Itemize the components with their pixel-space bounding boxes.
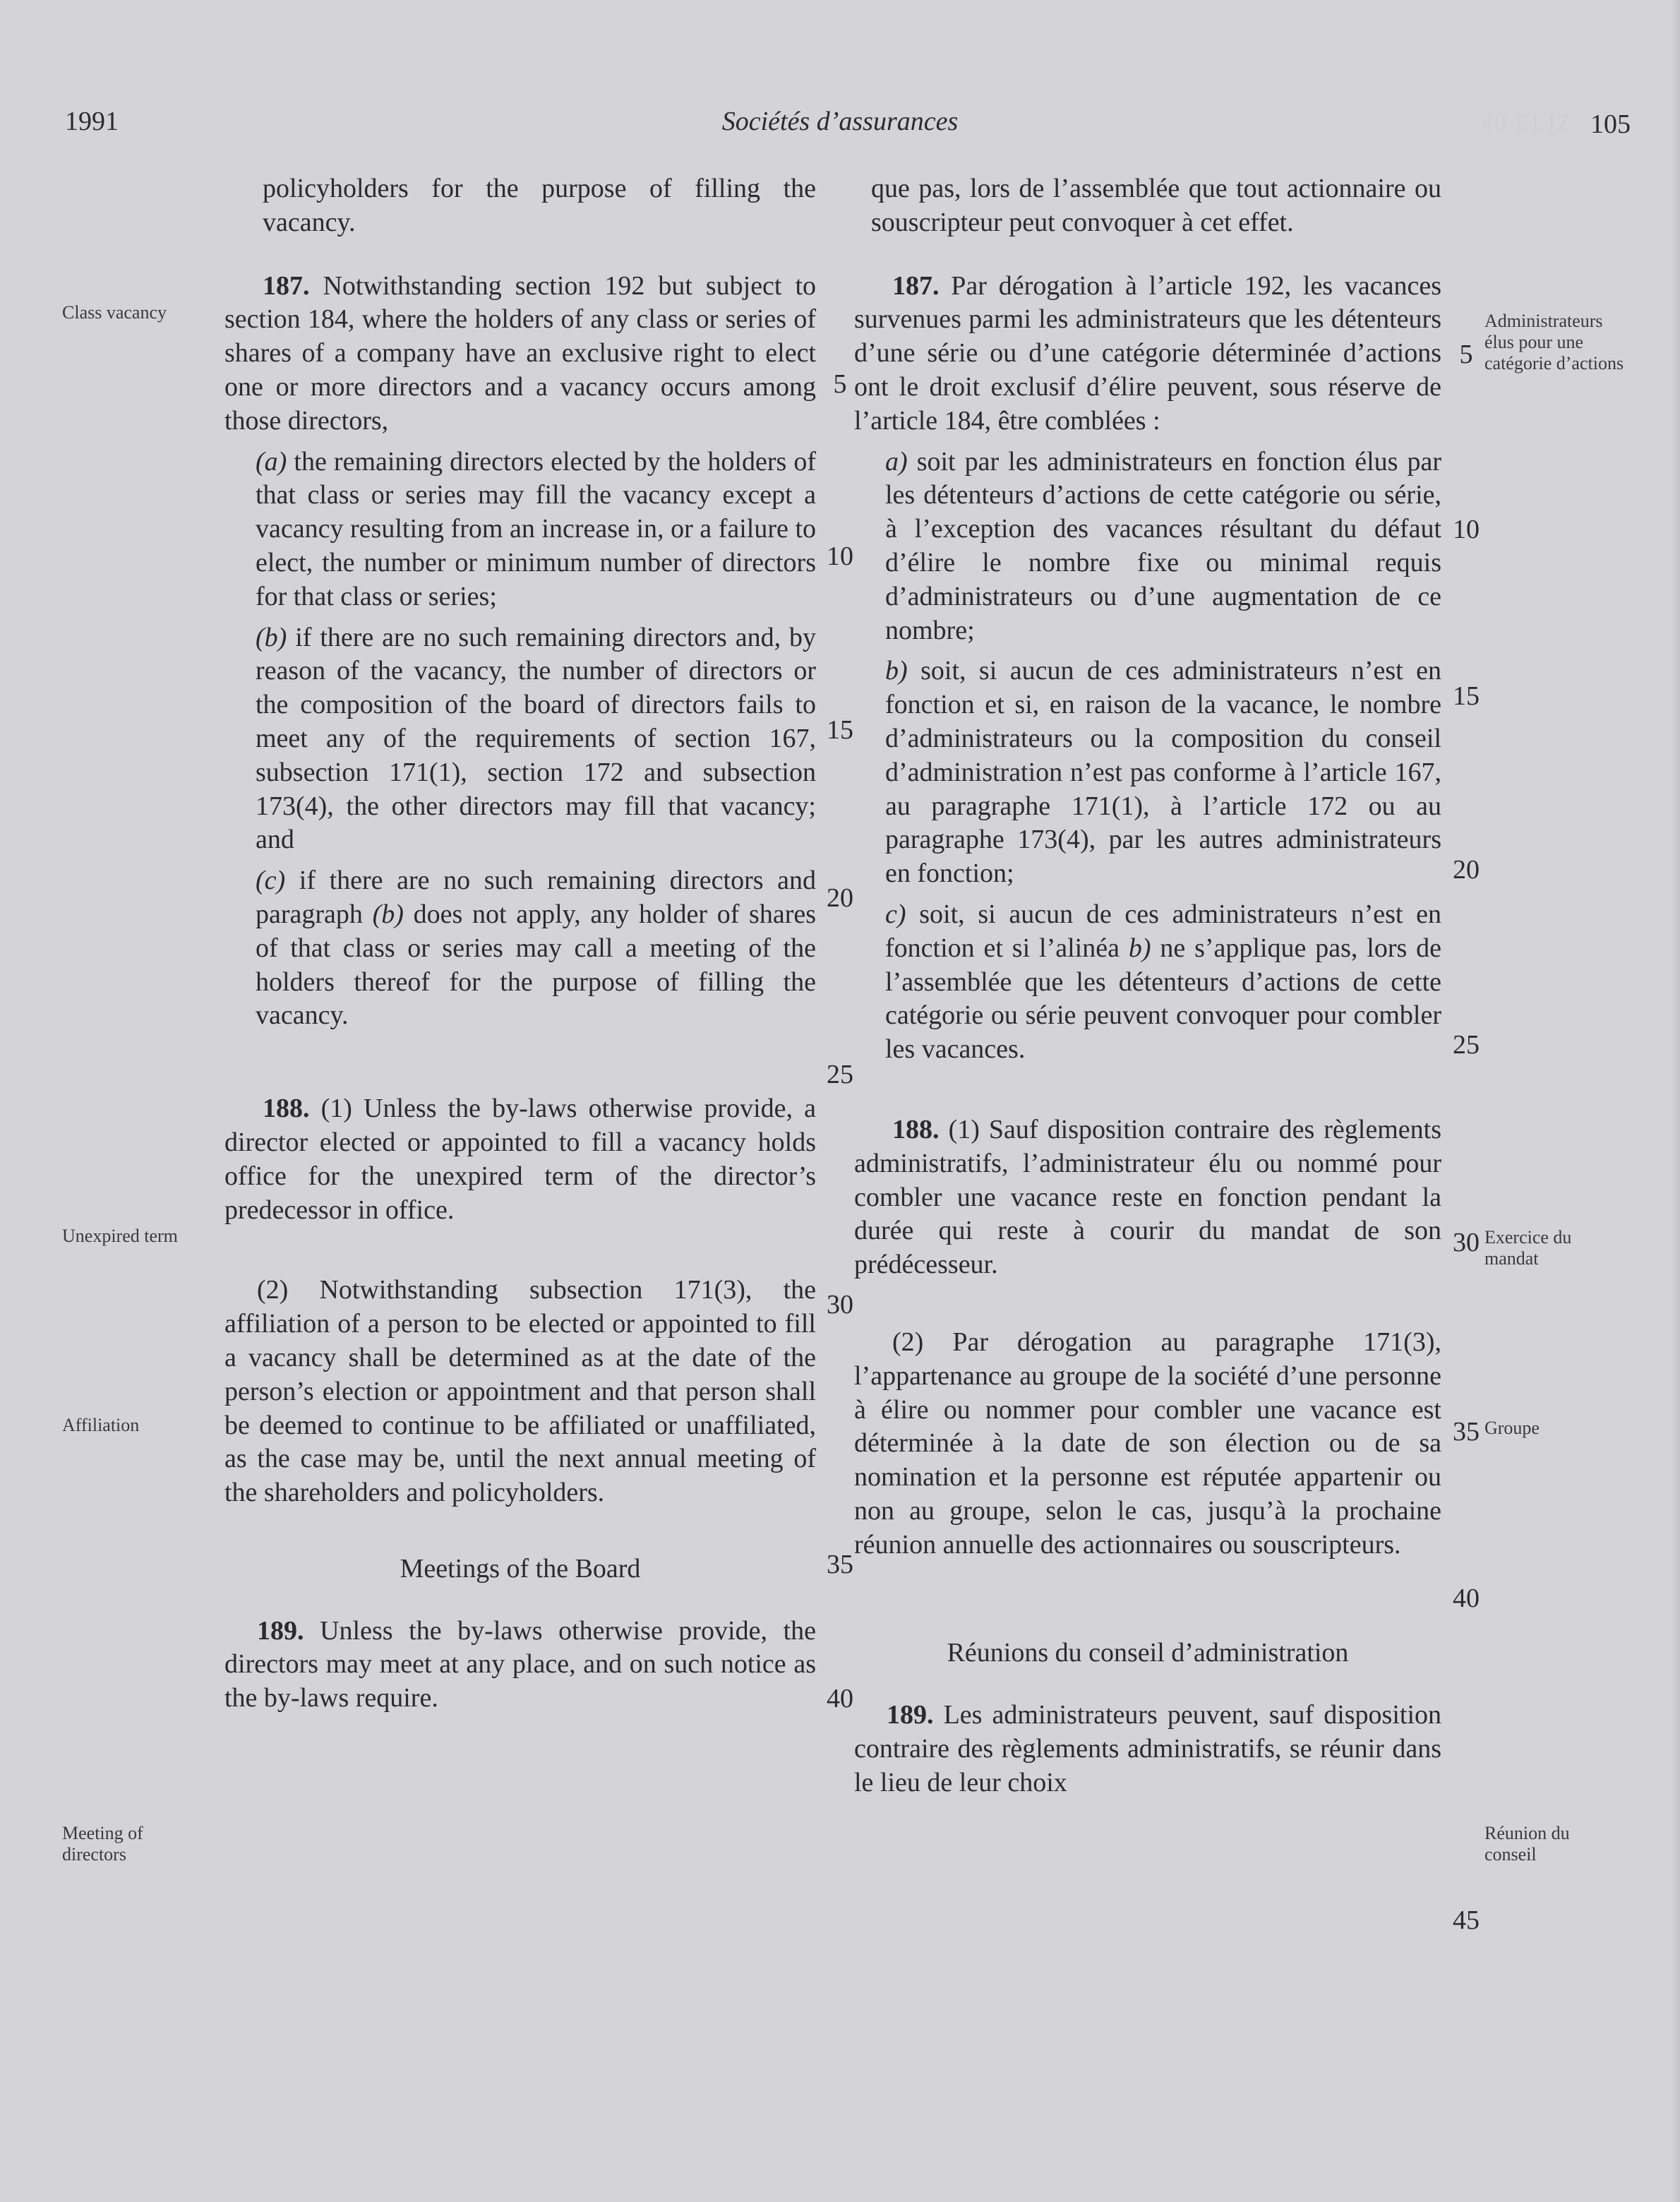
line-number: 5 bbox=[833, 369, 847, 399]
line-number: 30 bbox=[1453, 1228, 1480, 1257]
line-number: 35 bbox=[1453, 1417, 1480, 1447]
margin-note-exercice-du-mandat: Exercice du mandat bbox=[1484, 1227, 1572, 1269]
para-text: if there are no such remaining directors and paragraph bbox=[256, 866, 816, 929]
english-section-188-1 bbox=[224, 1092, 816, 1227]
section-text: Par dérogation à l’article 192, les vacances survenues parmi les administrateurs que les détenteurs d’une série ou d’une catégorie déterminée d’actions ont le droit exclusif d’élire peuvent, sous réserve de l’article 184, être comblées : bbox=[854, 270, 1442, 436]
french-section-188-1 bbox=[854, 1113, 1441, 1282]
para-text: soit par les administrateurs en fonction élus par les détenteurs d’actions de cette catégorie ou série, à l’exception des vacances résultant du défaut d’élire le nombre fixe ou minimal requis d’administrateurs ou d’une augmentation de ce nombre; bbox=[885, 446, 1441, 645]
para-label: c) bbox=[885, 899, 906, 929]
line-number: 45 bbox=[1453, 1905, 1480, 1935]
para-label: b) bbox=[885, 656, 908, 686]
english-section-187 bbox=[224, 270, 816, 438]
section-number: 188. bbox=[892, 1114, 940, 1144]
margin-note-unexpired-term: Unexpired term bbox=[62, 1226, 178, 1246]
english-intro: policyholders for the purpose of filling the vacancy. bbox=[263, 174, 816, 237]
line-number: 10 bbox=[827, 541, 853, 571]
para-text: does not apply, any holder of shares of that class or series may call a meeting of the holders thereof for the purpose of filling the vacancy. bbox=[256, 899, 817, 1031]
section-number: 187. bbox=[892, 270, 940, 301]
section-number: 189. bbox=[257, 1615, 304, 1646]
english-para-b bbox=[224, 621, 816, 858]
para-label: (c) bbox=[256, 866, 286, 896]
line-number: 10 bbox=[1453, 515, 1480, 544]
line-number: 25 bbox=[827, 1060, 853, 1089]
margin-note-administrateurs-elus: Administrateurs élus pour une catégorie d’actions bbox=[1484, 311, 1624, 373]
french-heading: Réunions du conseil d’administration bbox=[947, 1638, 1349, 1668]
section-number: 189. bbox=[887, 1700, 934, 1730]
french-section-189 bbox=[854, 1699, 1441, 1800]
english-para-c bbox=[224, 864, 816, 1033]
para-text: if there are no such remaining directors and, by reason of the vacancy, the number of directors or the composition of the board of directors fails to meet any of the requirements of section 167, subsection 171(1), section 172 and subsection 173(4), the other directors may fill that vacancy; and bbox=[256, 622, 816, 855]
para-text: the remaining directors elected by the holders of that class or series may fill the vacancy except a vacancy resulting from an increase in, or a failure to elect, the number or minimum number of directors for that class or series; bbox=[256, 446, 817, 611]
section-number: 188. bbox=[263, 1094, 310, 1124]
english-column bbox=[224, 172, 816, 1716]
english-heading: Meetings of the Board bbox=[400, 1553, 641, 1584]
margin-note-affiliation: Affiliation bbox=[62, 1415, 140, 1435]
para-text: soit, si aucun de ces administrateurs n’est en fonction et si l’alinéa bbox=[885, 899, 1442, 963]
french-column bbox=[854, 172, 1441, 1800]
line-number: 25 bbox=[1453, 1030, 1480, 1060]
margin-note-groupe: Groupe bbox=[1484, 1418, 1540, 1438]
french-para-b bbox=[854, 654, 1441, 891]
section-text: (1) Sauf disposition contraire des règlements administratifs, l’administrateur élu ou nommé pour combler une vacance reste en fonction pendant la durée qui reste à courir du mandat de son prédécesseur. bbox=[854, 1114, 1441, 1280]
line-number: 40 bbox=[1453, 1584, 1480, 1613]
para-text: soit, si aucun de ces administrateurs n’est en fonction et si, en raison de la vacance, le nombre d’administrateurs ou la composition du conseil d’administration n’est pas conforme à l’article 167, au paragraphe 171(1), à l’article 172 ou au paragraphe 173(4), par les autres administrateurs en fonction; bbox=[885, 656, 1442, 889]
line-number: 5 bbox=[1459, 340, 1473, 369]
section-text: Notwithstanding section 192 but subject to section 184, where the holders of any class or series of shares of a company have an exclusive right to elect one or more directors and a vacancy occurs among those directors, bbox=[224, 270, 817, 436]
line-number: 15 bbox=[1453, 681, 1480, 711]
line-number: 20 bbox=[1453, 855, 1480, 885]
french-intro: que pas, lors de l’assemblée que tout actionnaire ou souscripteur peut convoquer à cet effet. bbox=[871, 174, 1441, 237]
french-section-188-2: (2) Par dérogation au paragraphe 171(3), l’appartenance au groupe de la société d’une personne à élire ou nommer pour combler une vacance est déterminée à la date de son élection ou de sa nomination et la personne est réputée appartenir ou non au groupe, selon le cas, jusqu’à la prochaine réunion annuelle des actionnaires ou souscripteurs. bbox=[854, 1327, 1441, 1560]
margin-note-meeting-of-directors: Meeting of directors bbox=[62, 1823, 143, 1865]
french-para-c bbox=[854, 898, 1441, 1067]
line-number: 15 bbox=[827, 715, 853, 745]
header-title: Sociétés d’assurances bbox=[721, 107, 959, 136]
section-number: 187. bbox=[263, 270, 310, 301]
margin-note-reunion-du-conseil: Réunion du conseil bbox=[1484, 1823, 1570, 1865]
line-number: 40 bbox=[827, 1684, 853, 1713]
french-section-187 bbox=[854, 270, 1441, 438]
english-section-189 bbox=[224, 1615, 816, 1716]
para-label: (b) bbox=[256, 622, 287, 652]
line-number: 30 bbox=[827, 1290, 853, 1320]
english-section-188-2: (2) Notwithstanding subsection 171(3), the affiliation of a person to be elected or appointed to fill a vacancy shall be determined as at the date of the person’s election or appointment and that person shall be deemed to continue to be affiliated or unaffiliated, as the case may be, until the next annual meeting of the shareholders and policyholders. bbox=[224, 1275, 816, 1508]
para-text: ne s’applique pas, lors de l’assemblée que les détenteurs d’actions de cette catégorie ou série peuvent convoquer pour combler les vacances. bbox=[885, 933, 1441, 1065]
section-text: Les administrateurs peuvent, sauf disposition contraire des règlements administratifs, se réunir dans le lieu de leur choix bbox=[854, 1700, 1441, 1797]
para-reference: b) bbox=[1128, 933, 1151, 963]
para-label: (a) bbox=[256, 446, 287, 477]
para-reference: (b) bbox=[372, 899, 404, 929]
section-text: (1) Unless the by-laws otherwise provide, a director elected or appointed to fill a vacancy holds office for the unexpired term of the director’s predecessor in office. bbox=[224, 1094, 816, 1225]
page-edge-shadow bbox=[1670, 0, 1680, 2202]
line-number: 35 bbox=[827, 1550, 853, 1579]
bleed-through-text: 40 ELIZ bbox=[1481, 110, 1573, 136]
header-year: 1991 bbox=[65, 107, 119, 136]
section-text: Unless the by-laws otherwise provide, the directors may meet at any place, and on such notice as the by-laws require. bbox=[224, 1615, 817, 1713]
margin-note-class-vacancy: Class vacancy bbox=[62, 302, 167, 323]
line-number: 20 bbox=[827, 883, 853, 913]
para-label: a) bbox=[885, 446, 908, 477]
page-number: 105 bbox=[1590, 109, 1631, 139]
english-para-a bbox=[224, 445, 816, 614]
french-para-a bbox=[854, 445, 1441, 648]
